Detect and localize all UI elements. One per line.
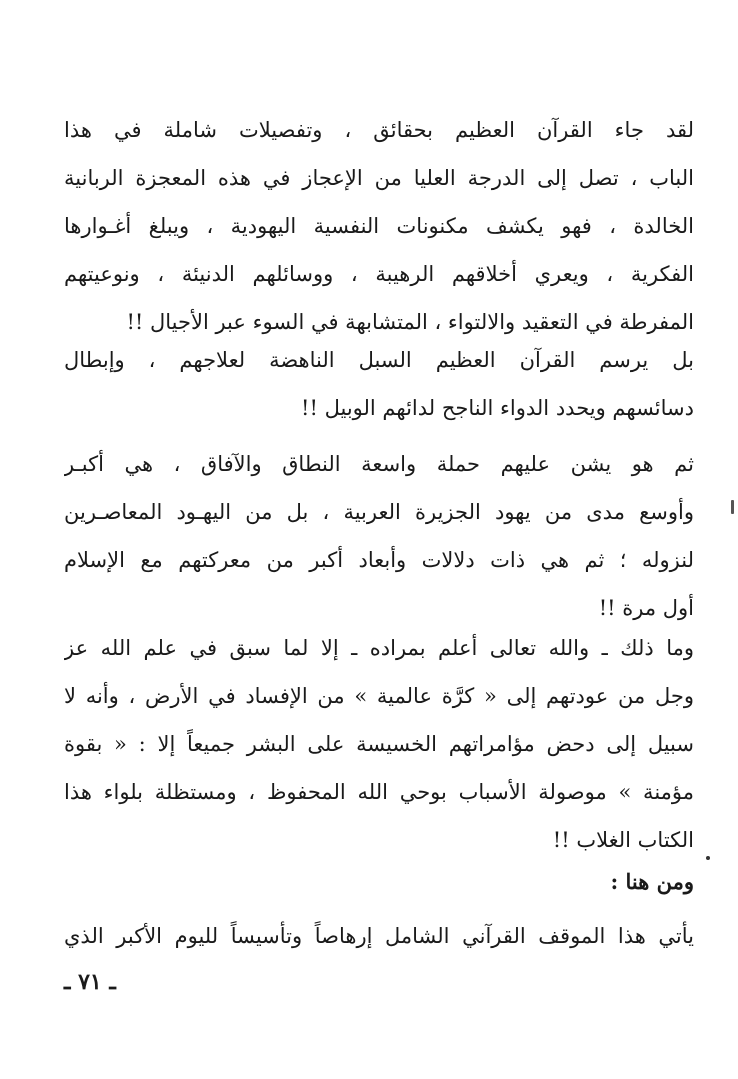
paragraph-line: الكتاب الغلاب !!: [552, 828, 694, 852]
scan-edge-mark: [731, 500, 734, 514]
paragraph-4: [64, 624, 694, 864]
paragraph-line: سبيل إلى دحض مؤامراتهم الخسيسة على البشر جميعاً إلا : « بقوة: [64, 732, 694, 756]
paragraph-1: [64, 106, 694, 346]
section-heading: ومن هنا :: [610, 869, 694, 894]
paragraph-2: [64, 336, 694, 432]
paragraph-line: لنزوله ؛ ثم هي ذات دلالات وأبعاد أكبر من معركتهم مع الإسلام: [64, 548, 694, 572]
paragraph-line: وما ذلك ـ والله تعالى أعلم بمراده ـ إلا لما سبق في علم الله عز: [64, 636, 694, 660]
paragraph-line: أول مرة !!: [598, 596, 694, 620]
paragraph-line: دسائسهم ويحدد الدواء الناجح لدائهم الوبيل !!: [301, 396, 694, 420]
paragraph-line: مؤمنة » موصولة الأسباب بوحي الله المحفوظ ، ومستظلة بلواء هذا: [64, 780, 694, 804]
scan-speck: [706, 856, 710, 860]
paragraph-3: [64, 440, 694, 632]
paragraph-line: المفرطة في التعقيد والالتواء ، المتشابهة في السوء عبر الأجيال !!: [126, 310, 694, 334]
paragraph-line: بل يرسم القرآن العظيم السبل الناهضة لعلاجهم ، وإبطال: [64, 348, 694, 372]
paragraph-line: وجل من عودتهم إلى « كرَّة عالمية » من الإفساد في الأرض ، وأنه لا: [64, 684, 694, 708]
paragraph-line: يأتي هذا الموقف القرآني الشامل إرهاصاً وتأسيساً لليوم الأكبر الذي: [64, 924, 694, 948]
page-number: ـ ٧١ ـ: [64, 969, 116, 995]
closing-paragraph: [64, 912, 694, 960]
paragraph-line: الخالدة ، فهو يكشف مكنونات النفسية اليهودية ، ويبلغ أغـوارها: [64, 214, 694, 238]
paragraph-line: لقد جاء القرآن العظيم بحقائق ، وتفصيلات شاملة في هذا: [64, 118, 694, 142]
paragraph-line: ثم هو يشن عليهم حملة واسعة النطاق والآفاق ، هي أكبـر: [64, 452, 694, 476]
paragraph-line: الفكرية ، ويعري أخلاقهم الرهيبة ، ووسائلهم الدنيئة ، ونوعيتهم: [64, 262, 694, 286]
paragraph-line: وأوسع مدى من يهود الجزيرة العربية ، بل من اليهـود المعاصـرين: [64, 500, 694, 524]
paragraph-line: الباب ، تصل إلى الدرجة العليا من الإعجاز في هذه المعجزة الربانية: [64, 166, 694, 190]
